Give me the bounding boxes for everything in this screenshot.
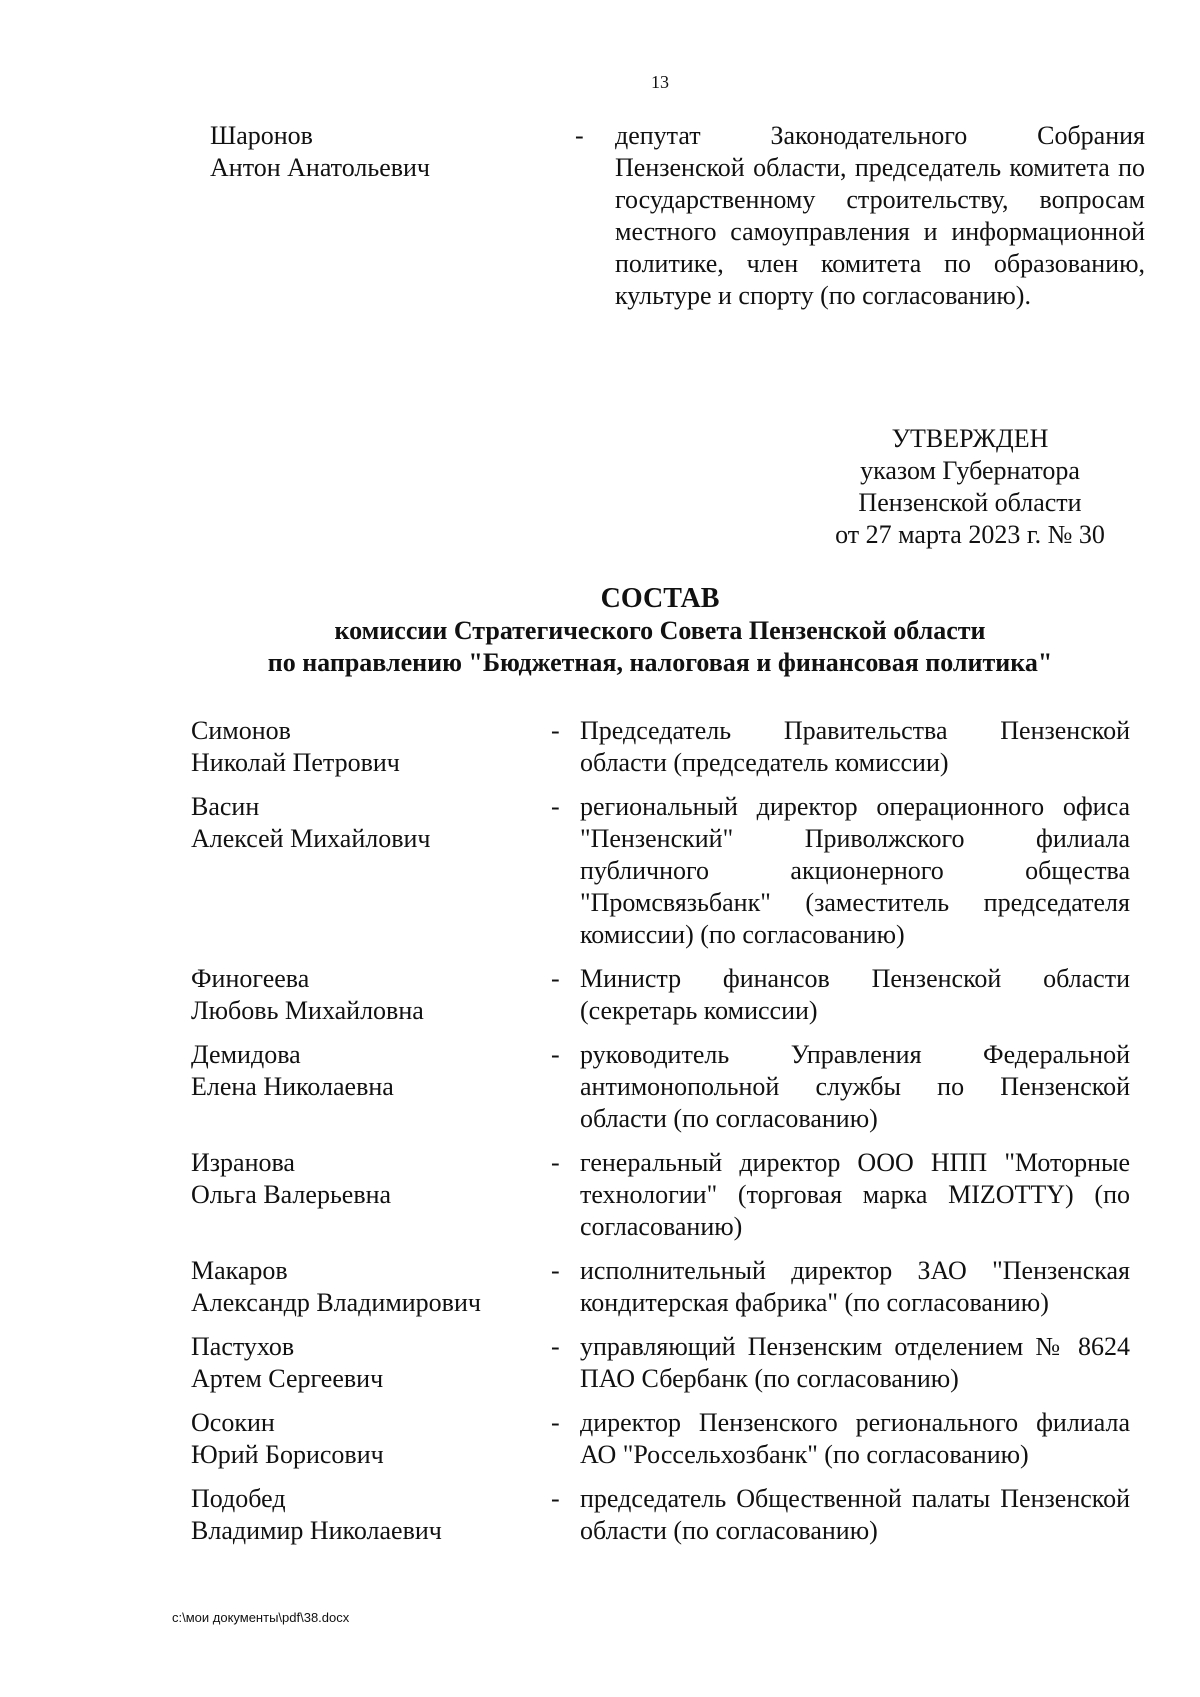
members-list [191, 715, 1131, 1559]
member-description: управляющий Пензенским отделением № 8624 ПАО Сбербанк (по согласованию) [580, 1332, 1130, 1393]
member-given-names: Александр Владимирович [191, 1288, 481, 1317]
member-dash: - [551, 792, 560, 821]
member-description: председатель Общественной палаты Пензенской области (по согласованию) [580, 1484, 1130, 1545]
member-name [210, 120, 570, 184]
member-surname: Подобед [191, 1484, 286, 1513]
title-heading: СОСТАВ [600, 583, 720, 614]
member-dash: - [551, 1332, 560, 1361]
member-given-names: Алексей Михайлович [191, 824, 431, 853]
member-surname: Шаронов [210, 121, 313, 150]
member-description: исполнительный директор ЗАО "Пензенская кондитерская фабрика" (по согласованию) [580, 1256, 1130, 1317]
member-given-names: Ольга Валерьевна [191, 1180, 392, 1209]
list-item [191, 1483, 1131, 1547]
member-dash: - [575, 121, 584, 150]
member-surname: Макаров [191, 1256, 288, 1285]
member-given-names: Любовь Михайловна [191, 996, 424, 1025]
member-description: депутат Законодательного Собрания Пензенской области, председатель комитета по государственному строительству, вопросам местного самоуправления и информационной политике, член комитета по образованию, культуре и спорту (по согласованию). [615, 121, 1145, 310]
member-given-names: Юрий Борисович [191, 1440, 384, 1469]
member-given-names: Владимир Николаевич [191, 1516, 442, 1545]
list-item [191, 1407, 1131, 1471]
member-dash: - [551, 1148, 560, 1177]
list-item [191, 1147, 1131, 1243]
list-item [191, 1255, 1131, 1319]
page-number: 13 [651, 72, 669, 92]
document-title [0, 583, 1200, 679]
member-dash: - [551, 1484, 560, 1513]
member-surname: Симонов [191, 716, 291, 745]
member-dash: - [551, 964, 560, 993]
approval-line-approved: УТВЕРЖДЕН [891, 424, 1049, 453]
member-surname: Изранова [191, 1148, 295, 1177]
member-dash: - [551, 1408, 560, 1437]
member-given-names: Артем Сергеевич [191, 1364, 384, 1393]
list-item [191, 1039, 1131, 1135]
footer-file-path: c:\мои документы\pdf\38.docx [172, 1610, 350, 1625]
member-description: Председатель Правительства Пензенской области (председатель комиссии) [580, 716, 1130, 777]
member-surname: Пастухов [191, 1332, 295, 1361]
approval-line-date: от 27 марта 2023 г. № 30 [835, 520, 1105, 549]
member-given-names: Елена Николаевна [191, 1072, 394, 1101]
member-surname: Васин [191, 792, 260, 821]
title-line-direction: по направлению "Бюджетная, налоговая и финансовая политика" [267, 648, 1053, 677]
member-description: руководитель Управления Федеральной антимонопольной службы по Пензенской области (по согласованию) [580, 1040, 1130, 1133]
member-given-names: Антон Анатольевич [210, 153, 430, 182]
approval-stamp [790, 423, 1150, 551]
member-dash: - [551, 1256, 560, 1285]
member-dash: - [551, 716, 560, 745]
member-dash: - [551, 1040, 560, 1069]
list-item [191, 963, 1131, 1027]
member-surname: Финогеева [191, 964, 310, 993]
title-line-commission: комиссии Стратегического Совета Пензенской области [334, 616, 986, 645]
member-description: Министр финансов Пензенской области (секретарь комиссии) [580, 964, 1130, 1025]
approval-line-region: Пензенской области [858, 488, 1082, 517]
member-description: региональный директор операционного офиса "Пензенский" Приволжского филиала публичного акционерного общества "Промсвязьбанк" (заместитель председателя комиссии) (по согласованию) [580, 792, 1130, 949]
list-item [191, 1331, 1131, 1395]
member-given-names: Николай Петрович [191, 748, 400, 777]
member-surname: Осокин [191, 1408, 275, 1437]
list-item [191, 715, 1131, 779]
member-description: директор Пензенского регионального филиала АО "Россельхозбанк" (по согласованию) [580, 1408, 1130, 1469]
member-description: генеральный директор ООО НПП "Моторные технологии" (торговая марка MIZOTTY) (по согласованию) [580, 1148, 1130, 1241]
approval-line-decree: указом Губернатора [860, 456, 1080, 485]
list-item [191, 791, 1131, 951]
member-surname: Демидова [191, 1040, 301, 1069]
